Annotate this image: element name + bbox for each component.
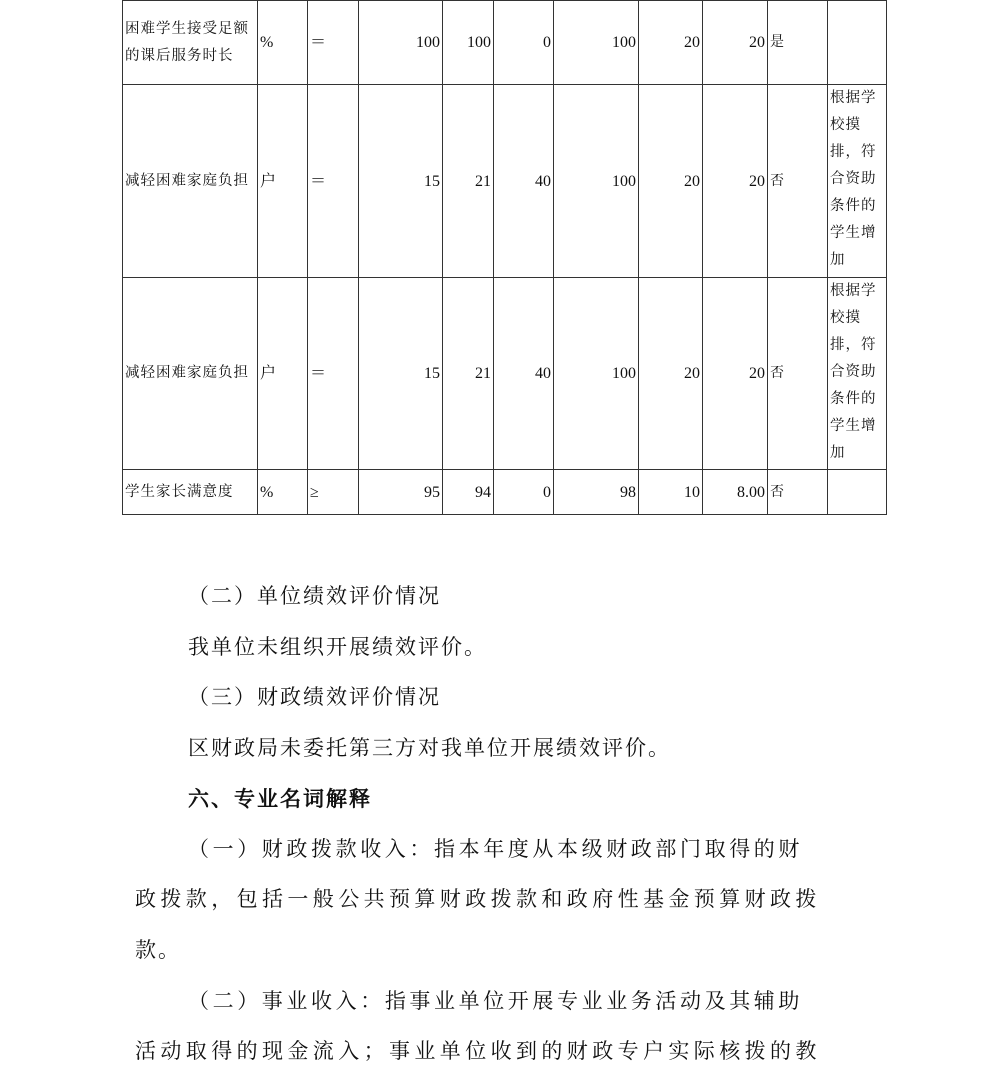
note-cell <box>828 1 887 85</box>
actual-cell: 21 <box>443 85 494 278</box>
note-cell: 根据学校摸排，符合资助条件的学生增加 <box>828 85 887 278</box>
glossary-item-1-line-3: 款。 <box>135 938 181 962</box>
operator-cell: ＝ <box>308 278 359 470</box>
score-cell: 20 <box>703 278 768 470</box>
glossary-item-2-line-2: 活动取得的现金流入；事业单位收到的财政专户实际核拨的教 <box>135 1039 821 1063</box>
target-cell: 95 <box>359 470 443 515</box>
score-rate-cell: 98 <box>554 470 639 515</box>
score-rate-cell: 100 <box>554 1 639 85</box>
score-cell: 8.00 <box>703 470 768 515</box>
glossary-item-1-line-2: 政拨款，包括一般公共预算财政拨款和政府性基金预算财政拨 <box>135 887 821 911</box>
indicator-cell: 减轻困难家庭负担 <box>123 278 258 470</box>
table-row <box>123 278 887 470</box>
glossary-item-2-label: （二）事业收入： <box>188 989 385 1013</box>
actual-cell: 94 <box>443 470 494 515</box>
unit-eval-text: 我单位未组织开展绩效评价。 <box>188 635 487 659</box>
deviation-cell: 40 <box>494 85 554 278</box>
indicator-cell: 困难学生接受足额的课后服务时长 <box>123 1 258 85</box>
glossary-item-1-label: （一）财政拨款收入： <box>188 837 434 861</box>
score-cell: 20 <box>703 1 768 85</box>
completed-cell: 否 <box>768 85 828 278</box>
unit-cell: % <box>258 470 308 515</box>
operator-cell: ≥ <box>308 470 359 515</box>
actual-cell: 21 <box>443 278 494 470</box>
weight-cell: 20 <box>639 278 703 470</box>
target-cell: 15 <box>359 278 443 470</box>
completed-cell: 否 <box>768 470 828 515</box>
unit-cell: 户 <box>258 278 308 470</box>
weight-cell: 20 <box>639 85 703 278</box>
deviation-cell: 0 <box>494 1 554 85</box>
glossary-item-1-text: 指本年度从本级财政部门取得的财 <box>434 837 803 861</box>
finance-eval-text: 区财政局未委托第三方对我单位开展绩效评价。 <box>188 736 671 760</box>
indicator-cell: 学生家长满意度 <box>123 470 258 515</box>
target-cell: 15 <box>359 85 443 278</box>
glossary-heading: 六、专业名词解释 <box>188 787 372 811</box>
glossary-item-2-text: 指事业单位开展专业业务活动及其辅助 <box>384 989 804 1013</box>
operator-cell: ＝ <box>308 85 359 278</box>
score-cell: 20 <box>703 85 768 278</box>
target-cell: 100 <box>359 1 443 85</box>
table-row <box>123 470 887 515</box>
score-rate-cell: 100 <box>554 278 639 470</box>
deviation-cell: 40 <box>494 278 554 470</box>
unit-eval-heading: （二）单位绩效评价情况 <box>188 584 441 608</box>
weight-cell: 20 <box>639 1 703 85</box>
score-rate-cell: 100 <box>554 85 639 278</box>
table-row <box>123 1 887 85</box>
finance-eval-heading: （三）财政绩效评价情况 <box>188 685 441 709</box>
note-cell <box>828 470 887 515</box>
unit-cell: 户 <box>258 85 308 278</box>
glossary-item-1-line-1 <box>188 833 803 863</box>
completed-cell: 否 <box>768 278 828 470</box>
operator-cell: ＝ <box>308 1 359 85</box>
performance-table <box>122 0 887 515</box>
deviation-cell: 0 <box>494 470 554 515</box>
table-row <box>123 85 887 278</box>
glossary-item-2-line-1 <box>188 985 803 1015</box>
indicator-cell: 减轻困难家庭负担 <box>123 85 258 278</box>
note-cell: 根据学校摸排，符合资助条件的学生增加 <box>828 278 887 470</box>
unit-cell: % <box>258 1 308 85</box>
actual-cell: 100 <box>443 1 494 85</box>
weight-cell: 10 <box>639 470 703 515</box>
completed-cell: 是 <box>768 1 828 85</box>
